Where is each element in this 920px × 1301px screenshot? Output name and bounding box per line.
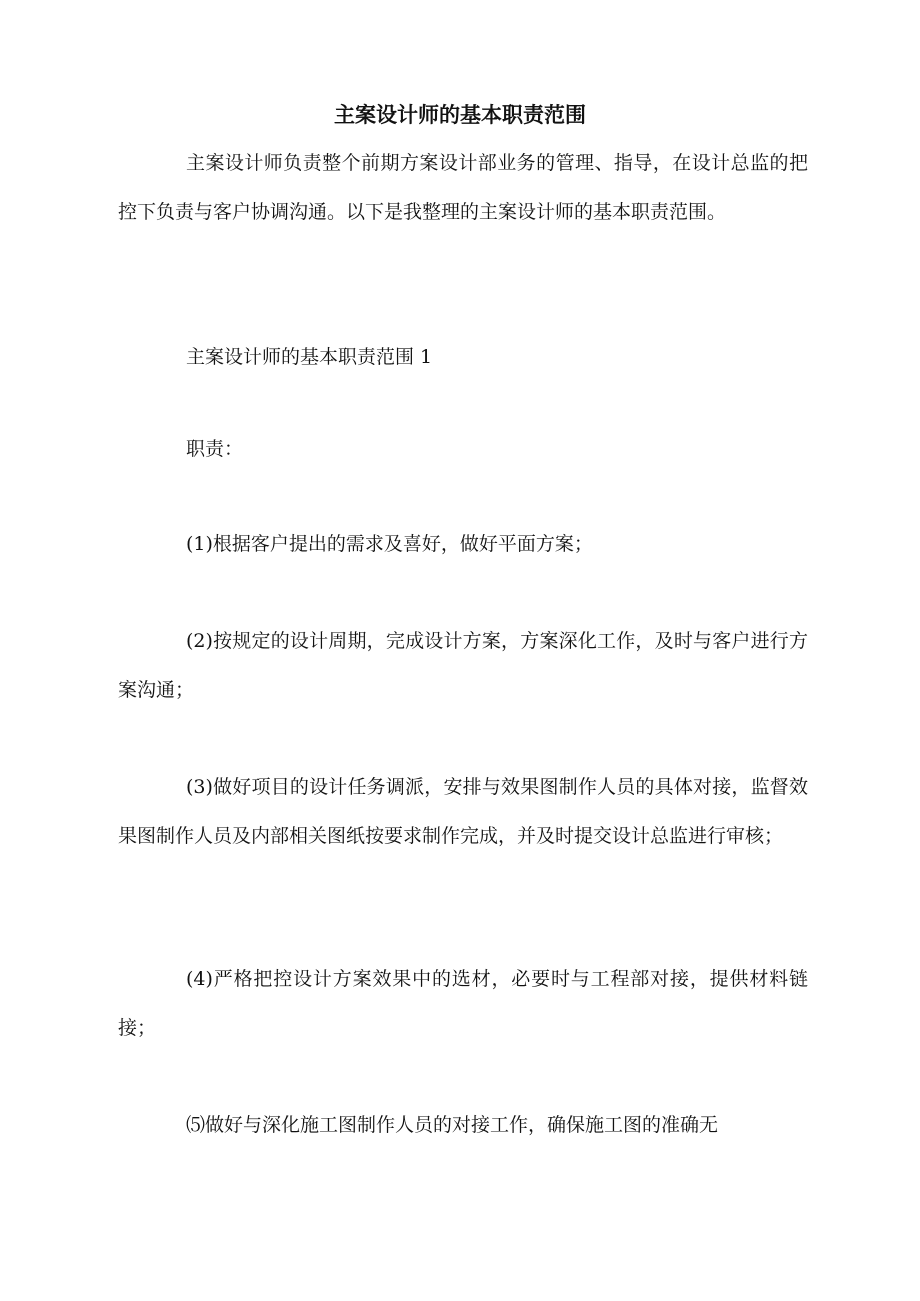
section-heading: 主案设计师的基本职责范围 1 bbox=[186, 346, 433, 368]
duties-label: 职责： bbox=[186, 438, 244, 460]
intro-paragraph: 主案设计师负责整个前期方案设计部业务的管理、指导，在设计总监的把控下负责与客户协调沟通。以下是我整理的主案设计师的基本职责范围。 bbox=[118, 152, 808, 223]
duty-item-5: ⑸做好与深化施工图制作人员的对接工作，确保施工图的准确无 bbox=[186, 1114, 719, 1136]
duty-item-2: (2)按规定的设计周期，完成设计方案，方案深化工作，及时与客户进行方案沟通； bbox=[118, 630, 808, 701]
duty-item-4: (4)严格把控设计方案效果中的选材，必要时与工程部对接，提供材料链接； bbox=[118, 968, 808, 1039]
duty-item-3: (3)做好项目的设计任务调派，安排与效果图制作人员的具体对接，监督效果图制作人员及内部相关图纸按要求制作完成，并及时提交设计总监进行审核； bbox=[118, 776, 808, 847]
duty-item-1: (1)根据客户提出的需求及喜好，做好平面方案； bbox=[186, 533, 593, 555]
document-title: 主案设计师的基本职责范围 bbox=[334, 103, 586, 127]
